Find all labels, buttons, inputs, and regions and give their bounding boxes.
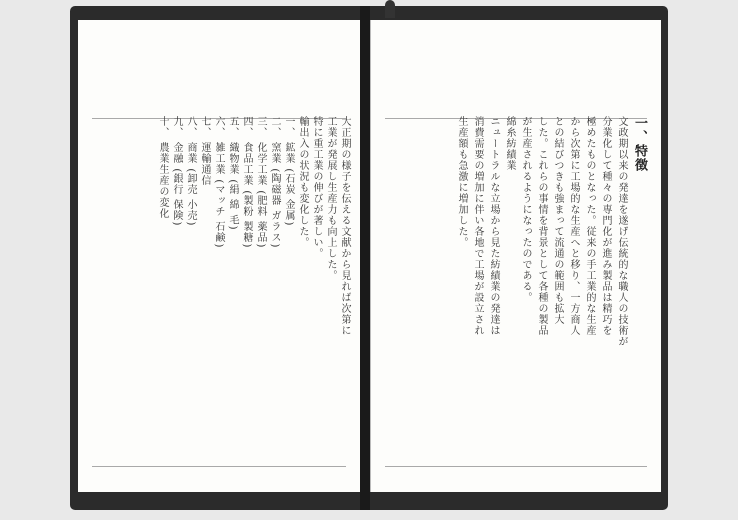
text-line: 綿糸紡績業 [504,116,515,171]
text-line: 三、 化学工業 (肥料 薬品) [255,116,266,249]
left-page [78,20,361,492]
text-line: 特に重工業の伸びが著しい。 [311,116,322,259]
text-line: 十、 農業生産の変化 [157,116,168,220]
text-line: 四、 食品工業 (製粉 製糖) [241,116,252,249]
text-line: 九、 金融 (銀行 保険) [171,116,182,227]
text-line: が生産されるようになったのである。 [520,116,531,303]
text-line: 大正期の様子を伝える文献から見れば次第に [339,116,350,336]
notebook [70,6,668,510]
text-line: 極めたものとなった。従来の手工業的な生産 [584,116,595,336]
right-page [370,20,661,492]
bottom-rule [385,466,647,467]
text-line: 工業が発展し生産力も向上した。 [325,116,336,281]
text-line: 生産額も急激に増加した。 [456,116,467,248]
text-line: 分業化して種々の専門化が進み製品は精巧を [600,116,611,336]
bookmark-ribbon [385,0,395,18]
section-heading: 一、特徴 [632,116,647,172]
text-line: 五、 織物業 (絹 綿 毛) [227,116,238,231]
text-line: 六、 雑工業 (マッチ 石鹸) [213,116,224,249]
text-line: ニュートラルな立場から見た紡績業の発達は [488,116,499,336]
text-line: 一、 鉱業 (石炭 金属) [283,116,294,227]
text-line: 輸出入の状況も変化した。 [297,116,308,248]
text-line: 七、 運輸通信 [199,116,210,187]
text-line: 二、 窯業 (陶磁器 ガラス) [269,116,280,249]
text-line: した。これらの事情を背景として各種の製品 [536,116,547,336]
text-line: との結びつきも強まって流通の範囲も拡大 [552,116,563,325]
text-line: 八、 商業 (卸売 小売) [185,116,196,227]
notebook-gutter [360,6,370,510]
text-line: 消費需要の増加に伴い各地で工場が設立され [472,116,483,336]
bottom-rule [92,466,346,467]
text-line: から次第に工場的な生産へと移り、一方商人 [568,116,579,336]
text-line: 文政期以来の発達を遂げ伝統的な職人の技術が [616,116,627,347]
